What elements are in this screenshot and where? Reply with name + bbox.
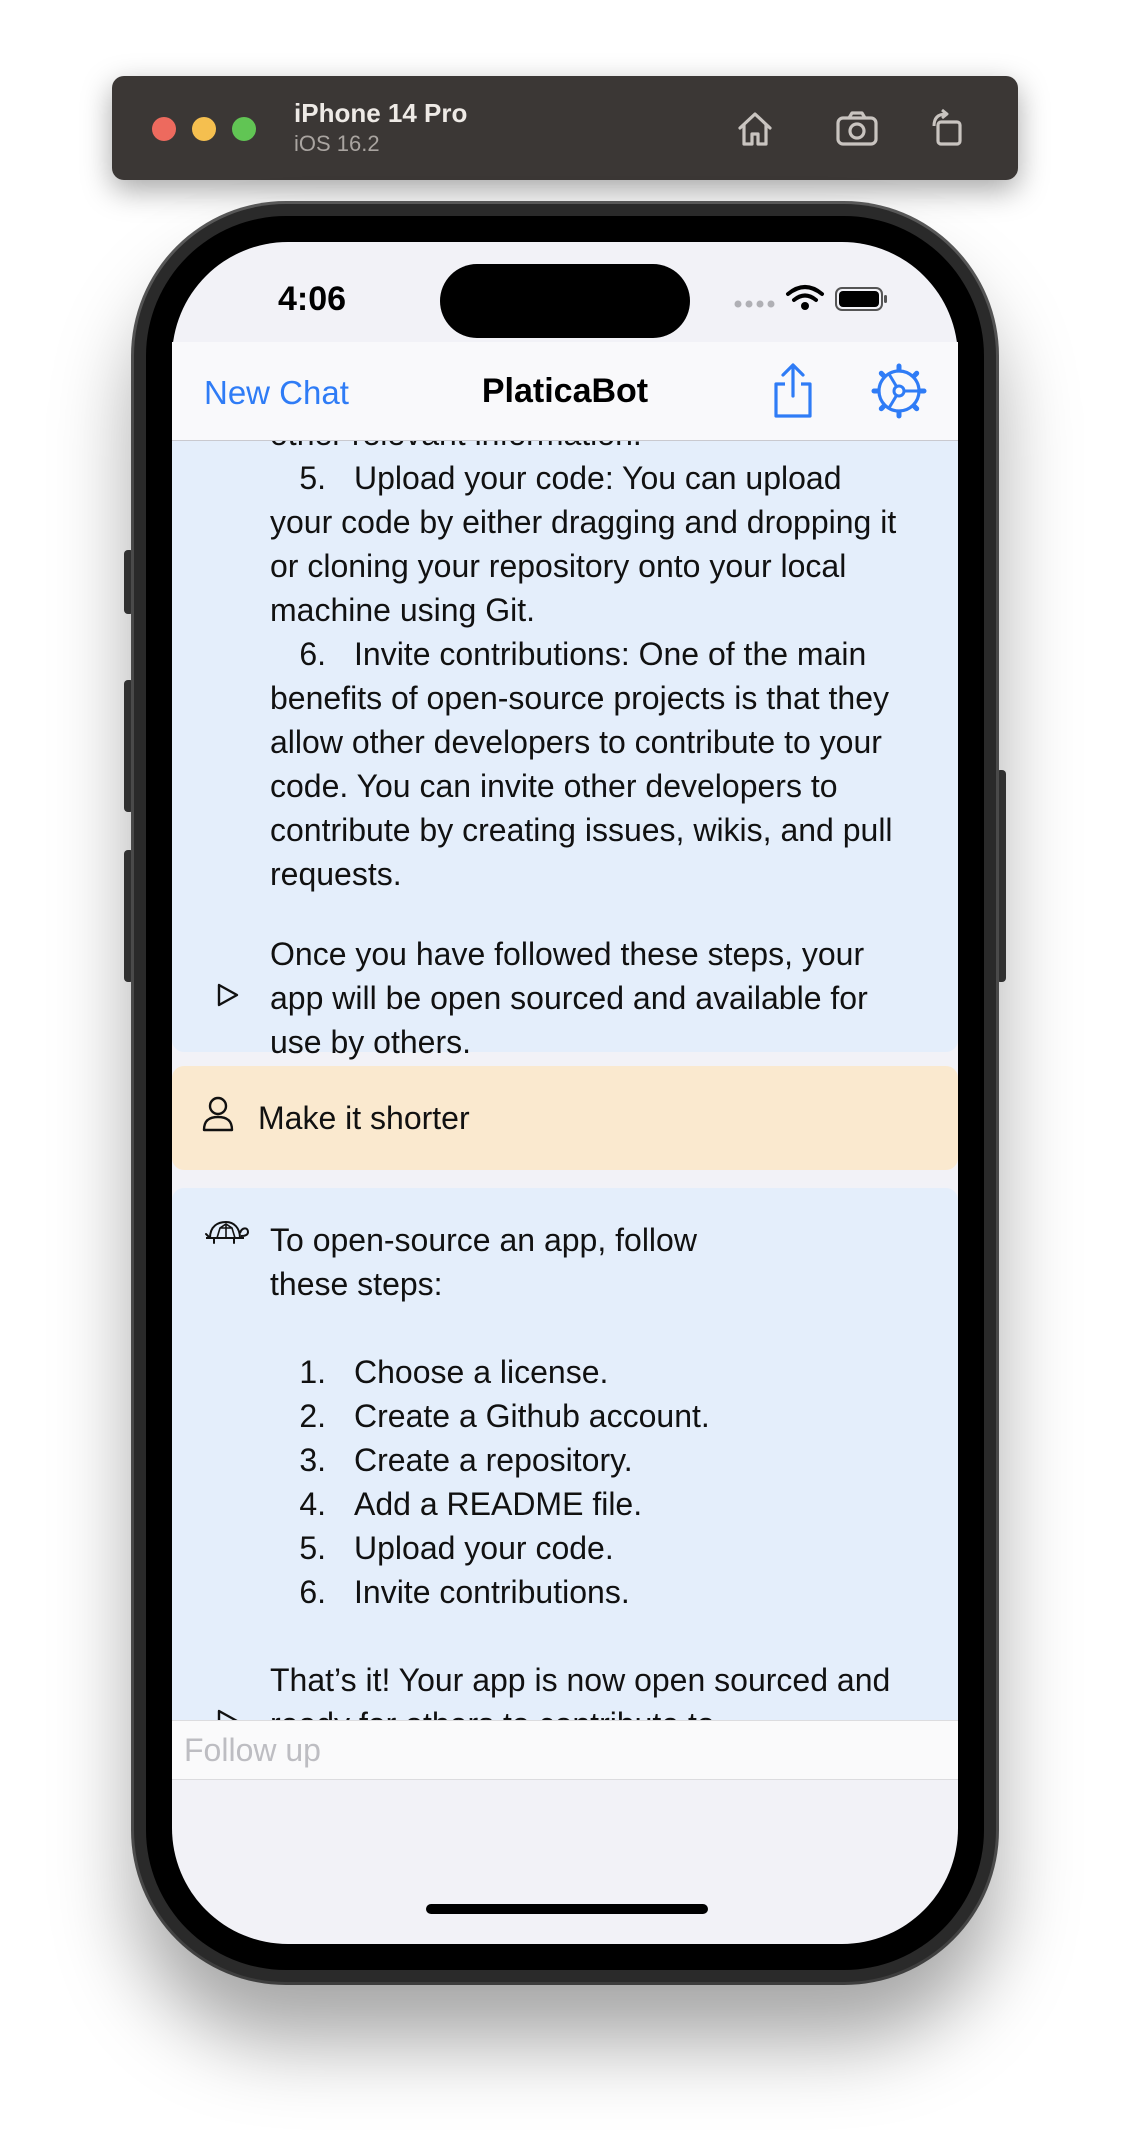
- cellular-signal-icon: [735, 301, 775, 308]
- rotate-icon[interactable]: [924, 106, 970, 152]
- play-icon[interactable]: [216, 982, 240, 1008]
- list-item: 3. Create a repository.: [299, 1442, 633, 1478]
- user-message: [172, 1066, 958, 1170]
- new-chat-button[interactable]: New Chat: [204, 374, 349, 411]
- mute-switch: [124, 550, 134, 614]
- power-button: [996, 770, 1006, 982]
- dynamic-island: [440, 264, 690, 338]
- list-item: 6. Invite contributions: One of the main benefits of open-source projects is that they allow other developers to contribute to your code. You can invite other developers to contribute by creating issues, wikis, and pull requests.: [270, 636, 893, 892]
- volume-up-button: [124, 680, 134, 812]
- list-item: 5. Upload your code: You can upload your code by either dragging and dropping it or cloning your repository onto your local machine using Git.: [270, 460, 897, 628]
- list-item: 2. Create a Github account.: [299, 1398, 710, 1434]
- volume-down-button: [124, 850, 134, 982]
- screenshot-icon[interactable]: [834, 106, 880, 152]
- phone-screen: [172, 242, 958, 1944]
- page-title: PlaticaBot: [481, 372, 649, 410]
- user-message-text: Make it shorter: [258, 1100, 470, 1136]
- device-name: iPhone 14 Pro: [294, 98, 468, 128]
- minimize-window-button[interactable]: [192, 117, 216, 141]
- bot-closing-text: Once you have followed these steps, your app will be open sourced and available for use by others.: [270, 936, 868, 1060]
- list-item: 4. Add a README file.: [299, 1486, 643, 1522]
- os-version: iOS 16.2: [294, 131, 380, 156]
- home-icon[interactable]: [732, 106, 778, 152]
- chat-transcript[interactable]: [172, 440, 958, 1720]
- share-icon[interactable]: [768, 362, 818, 420]
- follow-up-input[interactable]: [182, 1727, 946, 1773]
- bot-intro-text: To open-source an app, follow these steps:: [270, 1222, 697, 1302]
- home-indicator[interactable]: [426, 1904, 708, 1914]
- bot-closing-text: That’s it! Your app is now open sourced and: [270, 1662, 891, 1698]
- status-indicators: [732, 282, 902, 316]
- list-item: 6. Invite contributions.: [299, 1574, 630, 1610]
- navigation-bar: [172, 342, 958, 441]
- bot-message: [172, 400, 958, 1060]
- wifi-icon: [788, 287, 822, 300]
- battery-icon: [836, 288, 887, 310]
- person-icon: [202, 1096, 234, 1137]
- steps-list: [270, 1350, 898, 1614]
- simulator-title-bar: [112, 76, 1018, 180]
- list-item: 1. Choose a license.: [299, 1354, 609, 1390]
- status-time: 4:06: [278, 280, 347, 318]
- bot-message: [172, 1188, 958, 1760]
- close-window-button[interactable]: [152, 117, 176, 141]
- settings-gear-icon[interactable]: [872, 364, 926, 418]
- bot-message-text: [270, 412, 898, 1064]
- zoom-window-button[interactable]: [232, 117, 256, 141]
- turtle-icon: [204, 1218, 250, 1251]
- follow-up-bar: [172, 1720, 958, 1780]
- list-item: 5. Upload your code.: [299, 1530, 614, 1566]
